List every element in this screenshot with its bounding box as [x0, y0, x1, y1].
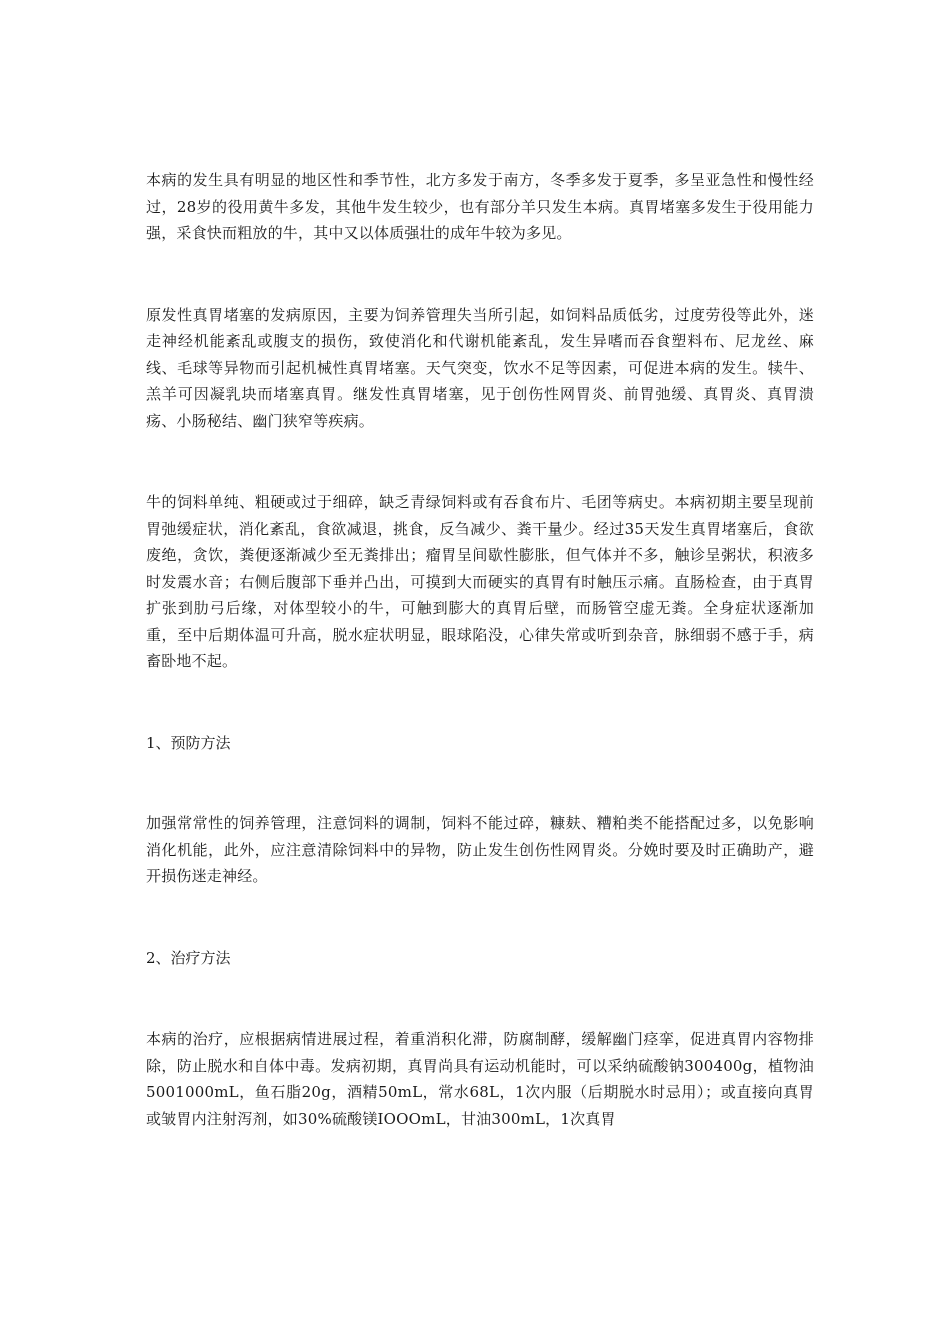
heading-treatment: 2、治疗方法 — [146, 948, 231, 967]
paragraph-prevention: 加强常常性的饲养管理，注意饲料的调制，饲料不能过碎，糠麸、糟粕类不能搭配过多，以免影响消化机能，此外，应注意清除饲料中的异物，防止发生创伤性网胃炎。分娩时要及时正确助产，避开损伤迷走神经。 — [146, 814, 814, 885]
heading-prevention: 1、预防方法 — [146, 733, 231, 752]
document-page — [146, 167, 814, 1132]
paragraph-symptoms: 牛的饲料单纯、粗硬或过于细碎，缺乏青绿饲料或有吞食布片、毛团等病史。本病初期主要呈现前胃弛缓症状，消化紊乱，食欲减退，挑食，反刍减少、粪干量少。经过35天发生真胃堵塞后，食欲废绝，贪饮，粪便逐渐减少至无粪排出；瘤胃呈间歇性膨胀，但气体并不多，触诊呈粥状，积液多时发震水音；右侧后腹部下垂并凸出，可摸到大而硬实的真胃有时触压示痛。直肠检查，由于真胃扩张到肋弓后缘，对体型较小的牛，可触到膨大的真胃后壁，而肠管空虚无粪。全身症状逐渐加重，至中后期体温可升高，脱水症状明显，眼球陷没，心律失常或听到杂音，脉细弱不感于手，病畜卧地不起。 — [146, 493, 814, 670]
paragraph-etiology: 原发性真胃堵塞的发病原因，主要为饲养管理失当所引起，如饲料品质低劣，过度劳役等此外，迷走神经机能紊乱或腹支的损伤，致使消化和代谢机能紊乱，发生异嗜而吞食塑料布、尼龙丝、麻线、毛球等异物而引起机械性真胃堵塞。天气突变，饮水不足等因素，可促进本病的发生。犊牛、羔羊可因凝乳块而堵塞真胃。继发性真胃堵塞，见于创伤性网胃炎、前胃弛缓、真胃炎、真胃溃疡、小肠秘结、幽门狭窄等疾病。 — [146, 305, 814, 430]
paragraph-treatment: 本病的治疗，应根据病情进展过程，着重消积化滞，防腐制酵，缓解幽门痉挛，促进真胃内容物排除，防止脱水和自体中毒。发病初期，真胃尚具有运动机能时，可以采纳硫酸钠300400g，植物油5001000mL，鱼石脂20g，酒精50mL，常水68L，1次内服（后期脱水时忌用）；或直接向真胃或皱胃内注射泻剂，如30%硫酸镁IOOOmL，甘油300mL，1次真胃 — [146, 1030, 814, 1128]
paragraph-epidemiology: 本病的发生具有明显的地区性和季节性，北方多发于南方，冬季多发于夏季，多呈亚急性和慢性经过，28岁的役用黄牛多发，其他牛发生较少，也有部分羊只发生本病。真胃堵塞多发生于役用能力强，采食快而粗放的牛，其中又以体质强壮的成年牛较为多见。 — [146, 171, 814, 242]
